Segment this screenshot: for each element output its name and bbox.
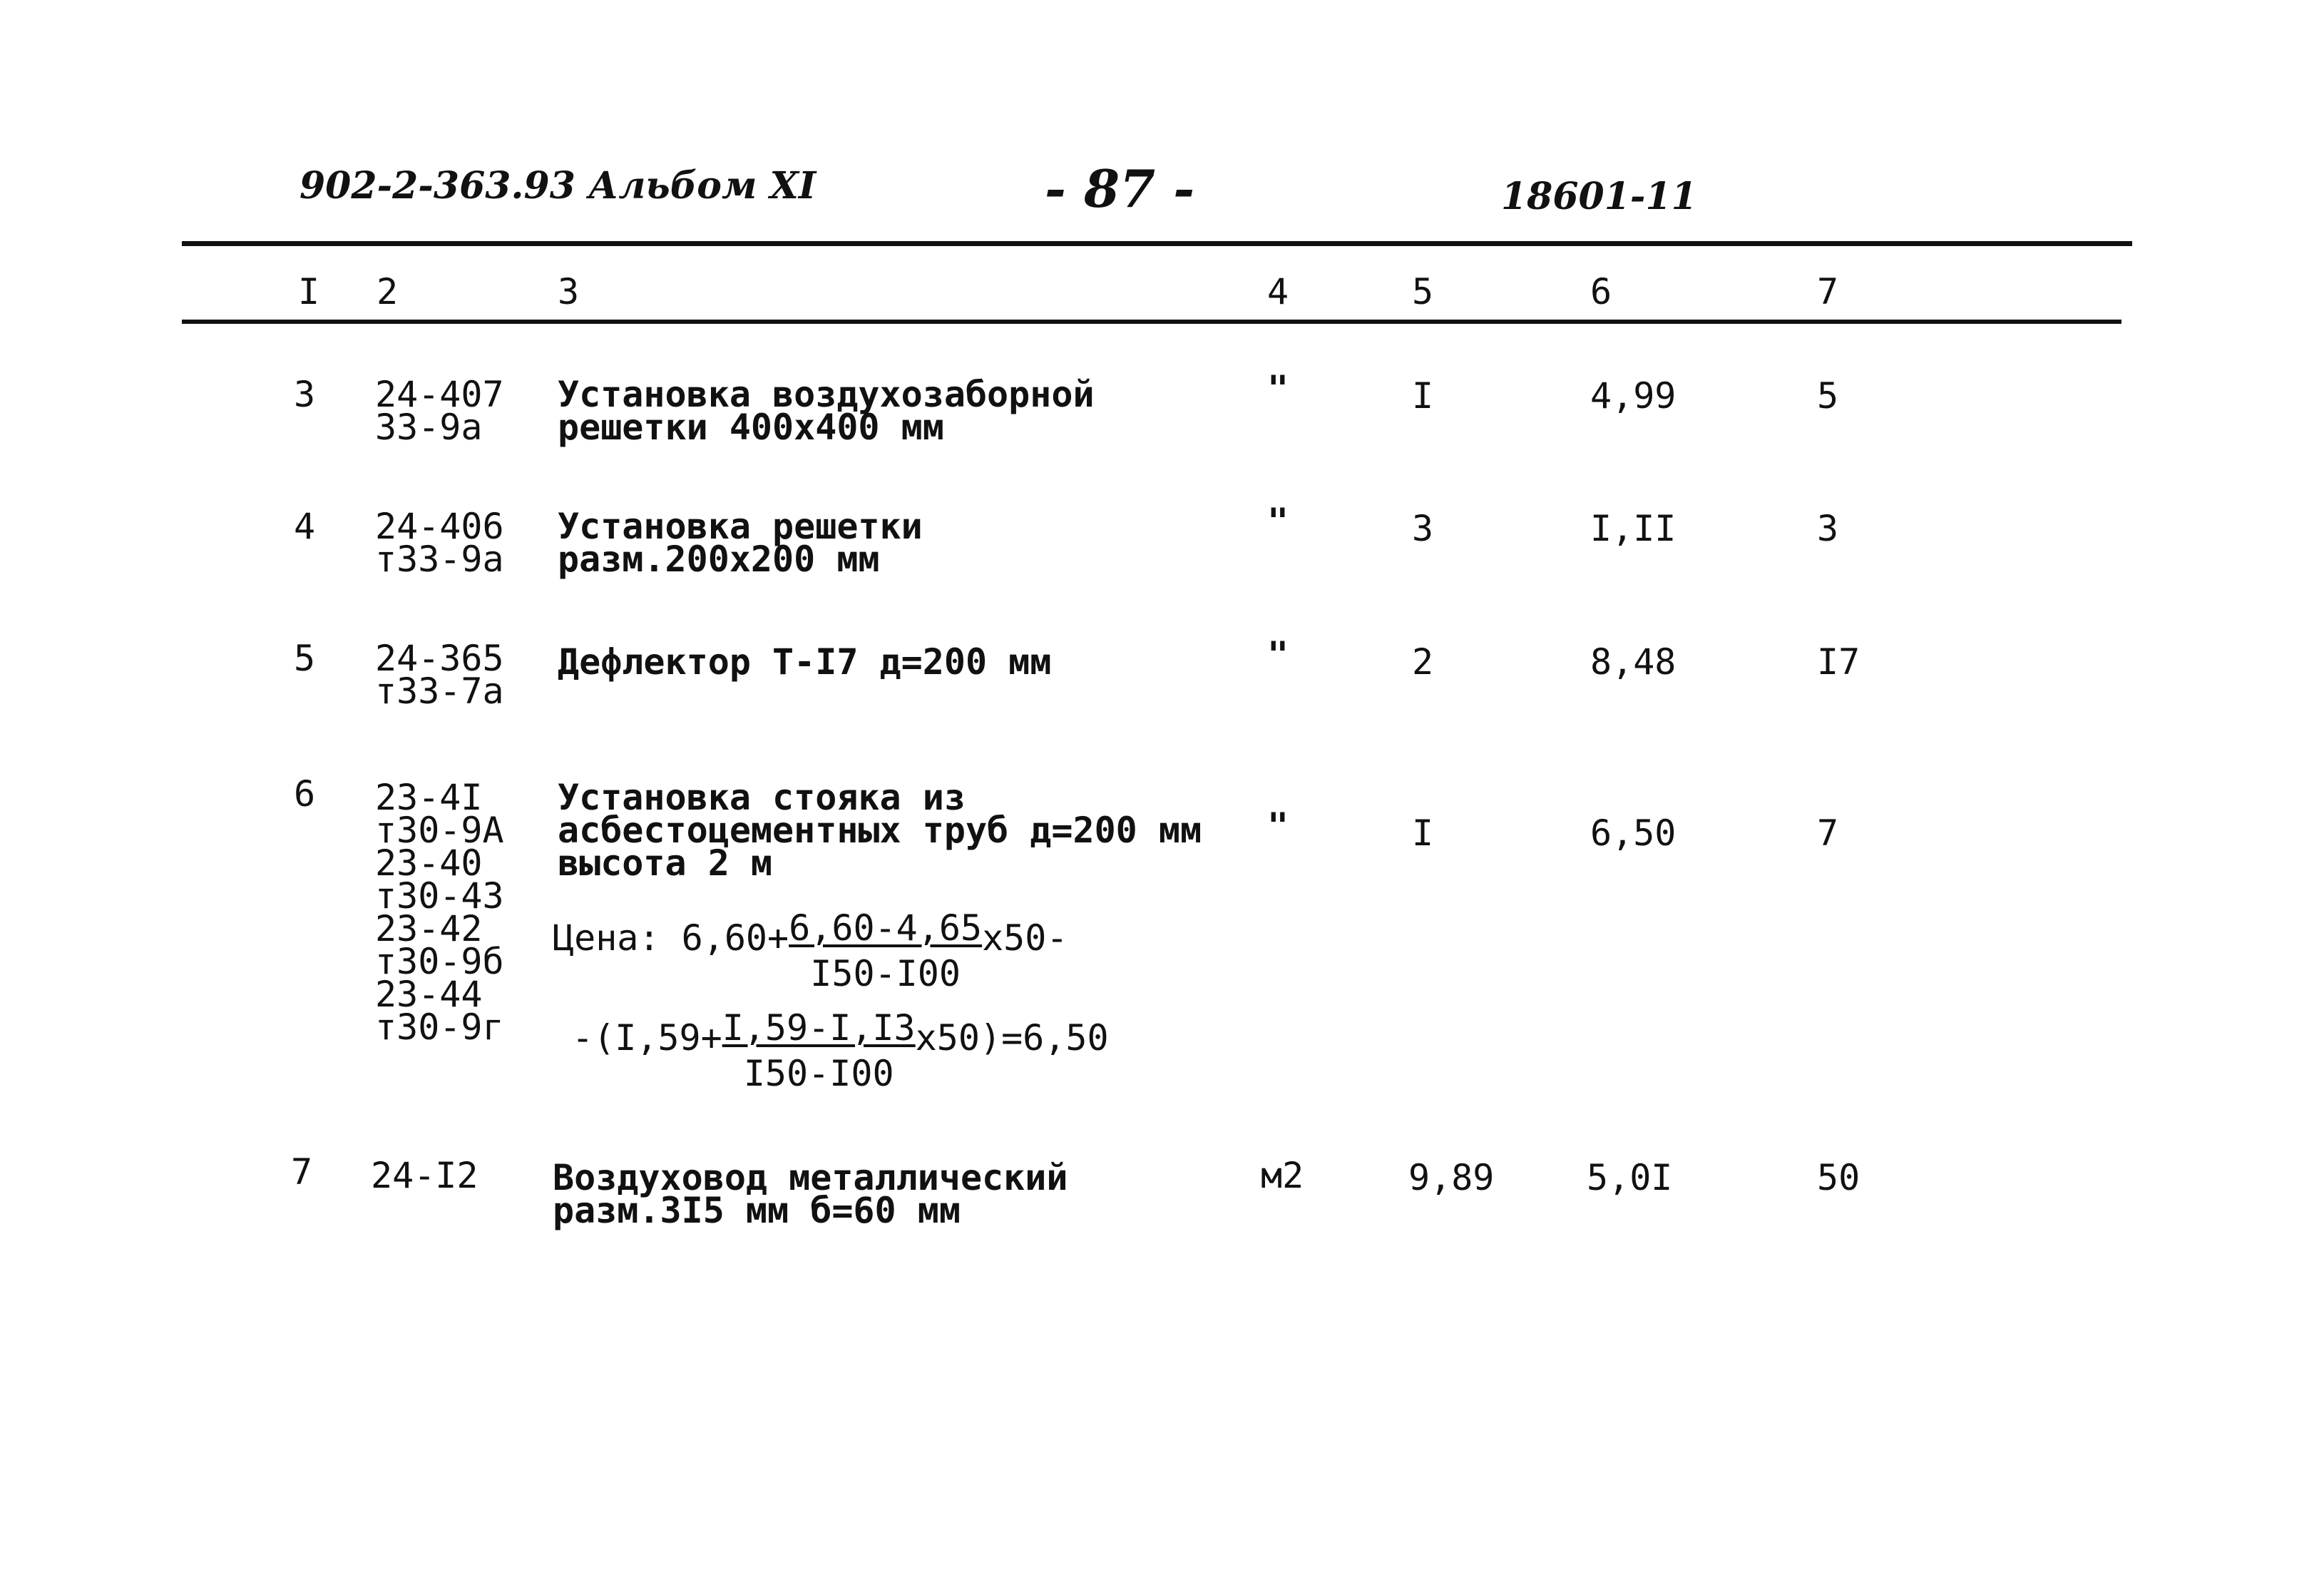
code-list [375,374,504,448]
price-formula-line-2 [572,1007,1109,1094]
description [558,777,1202,884]
code: 23-40 [375,842,483,884]
unit-price: 5,0I [1587,1157,1673,1198]
code: т30-9А [375,810,504,851]
column-header-6: 6 [1590,271,1612,312]
formula-fraction [789,907,983,994]
formula-prefix: -(I,59+ [572,1017,722,1059]
page-number: - 87 - [1045,158,1195,219]
unit-price: I,II [1590,508,1677,549]
quantity: I [1412,375,1434,417]
formula-denominator: I50-I00 [743,1053,894,1094]
unit-price: 4,99 [1590,375,1677,417]
code: 33-9а [375,407,483,448]
description-line: решетки 400х400 мм [558,407,944,448]
row-number: 6 [294,773,316,815]
column-header-7: 7 [1817,271,1839,312]
code: 23-44 [375,974,483,1015]
description-line: Установка воздухозаборной [558,374,1095,415]
total: 3 [1817,508,1839,549]
quantity: 2 [1412,641,1434,683]
total: I7 [1817,641,1860,683]
quantity: 9,89 [1408,1157,1495,1198]
unit: " [1267,501,1289,542]
code-list [375,777,504,1048]
column-header-5: 5 [1412,271,1434,312]
unit-price: 8,48 [1590,641,1677,683]
unit: " [1267,634,1289,676]
formula-label: Цена: [553,917,660,959]
description-line: Воздуховод металлический [553,1157,1068,1198]
code: т30-43 [375,875,504,917]
unit-price: 6,50 [1590,812,1677,854]
document-code: 902-2-363.93 Альбом XI [300,164,817,208]
formula-numerator: I,59-I,I3 [722,1007,916,1049]
total: 5 [1817,375,1839,417]
top-rule [182,241,2132,246]
formula-numerator: 6,60-4,65 [789,907,983,949]
description [558,641,1052,683]
description [558,374,1095,448]
row-number: 7 [291,1151,313,1193]
formula-fraction [722,1007,916,1094]
code: 23-42 [375,908,483,949]
row-number: 4 [294,506,316,547]
code: 24-407 [375,374,504,415]
description [558,506,923,580]
document-number: 18601-11 [1501,175,1697,218]
formula-suffix: х50- [982,917,1068,959]
column-header-2: 2 [377,271,399,312]
code: 24-365 [375,638,504,679]
code: 23-4I [375,777,483,818]
code: т33-9а [375,539,504,580]
unit: " [1267,368,1289,409]
code: т30-9г [375,1006,504,1048]
header-rule [182,320,2121,324]
description-line: Установка стояка из [558,777,966,818]
description-line: разм.3I5 мм б=60 мм [553,1190,961,1231]
description-line: разм.200х200 мм [558,539,880,580]
total: 7 [1817,812,1839,854]
description [553,1157,1068,1231]
unit: " [1267,805,1289,847]
code-list [375,506,504,580]
quantity: I [1412,812,1434,854]
description-line: Дефлектор Т-I7 д=200 мм [558,641,1052,683]
unit: м2 [1261,1155,1304,1196]
price-formula-line-1 [553,907,1068,994]
description-line: Установка решетки [558,506,923,547]
total: 50 [1817,1157,1860,1198]
column-header-4: 4 [1267,271,1289,312]
formula-prefix: 6,60+ [681,917,789,959]
code: т33-7а [375,671,504,712]
code: 24-406 [375,506,504,547]
quantity: 3 [1412,508,1434,549]
code: 24-I2 [371,1155,478,1196]
description-line: асбестоцементных труб д=200 мм [558,810,1202,851]
column-header-3: 3 [558,271,580,312]
description-line: высота 2 м [558,842,773,884]
row-number: 3 [294,374,316,415]
code-list [375,638,504,712]
code-list [371,1155,478,1196]
formula-suffix: х50)=6,50 [915,1017,1109,1059]
row-number: 5 [294,638,316,679]
column-header-1: I [298,271,320,312]
code: т30-9б [375,941,504,982]
formula-denominator: I50-I00 [810,953,961,994]
